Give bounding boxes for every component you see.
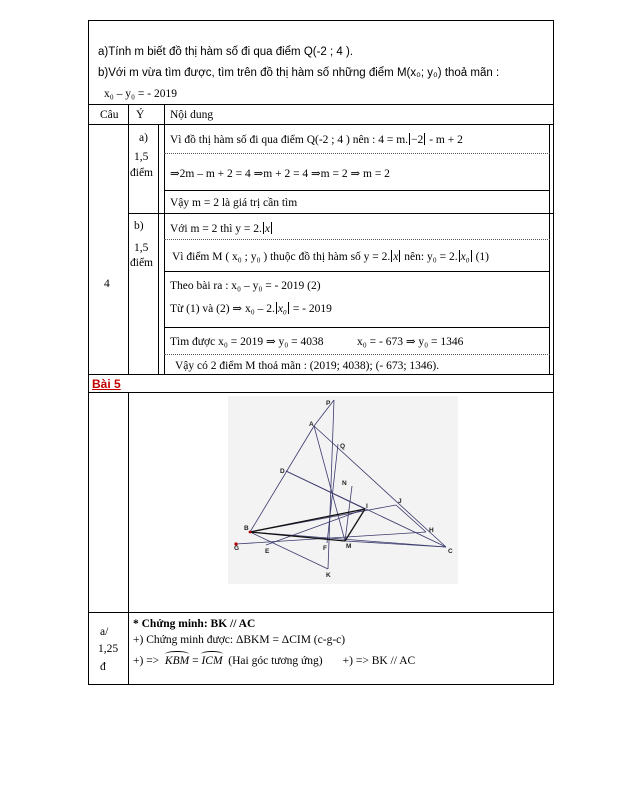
row-sep [164,354,550,355]
abs-bar [409,133,410,145]
part-b-row-2-pre: Vì điểm M ( x₀ ; y₀ ) thuộc đồ thị hàm số y = 2. [172,251,391,263]
bai5-col-sep [128,392,129,684]
header-cau: Câu [100,109,119,121]
part-a-row-1 [170,133,463,147]
part-b-row-4-post: = - 2019 [289,303,332,315]
label-j: J [398,498,402,505]
table-bottom [88,374,554,375]
part-sep [128,213,554,214]
part-b-row-5-left: Tìm được x₀ = 2019 ⇒ y₀ = 4038 [170,336,324,348]
abs-bar [271,222,272,234]
part-a5-line-1: +) Chứng minh được: ΔBKM = ΔCIM (c-g-c) [133,634,346,646]
table-header-top [88,104,554,105]
part-b-row-4 [170,302,332,316]
part-a-label: a) [139,132,148,144]
part-a5-points-unit: đ [100,661,106,673]
part-a-row-1-pre: Vì đồ thị hàm số đi qua điểm Q(-2 ; 4 ) nên : 4 = m. [170,134,409,146]
part-a5-line-2-post: +) => BK // AC [342,655,416,667]
angle-equals: = [189,655,202,667]
part-a5-line-2-pre: +) => [133,655,160,667]
table-border-right [553,20,554,392]
part-b-row-2-abs1: x [393,251,399,263]
last-row-bottom [88,684,554,685]
label-p: P [326,400,331,407]
question-number: 4 [104,278,110,290]
point-b-dot [249,531,252,534]
label-c: C [448,548,453,555]
inner-box-right [549,124,550,374]
inner-box-left [158,124,159,374]
part-b-points: 1,5 [134,242,149,254]
part-b-row-2-post: (1) [472,251,489,263]
label-b: B [244,525,249,532]
part-b-row-2-mid: nên: y₀ = 2. [401,251,458,263]
part-a-points-unit: điểm [130,167,153,179]
label-f: F [323,545,327,552]
row-sep [164,190,550,191]
part-b-row-4-pre: Từ (1) và (2) ⇒ x₀ – 2. [170,303,275,315]
bai5-border-right [553,374,554,684]
header-noi-dung: Nội dung [170,109,214,121]
label-g: G [234,545,240,552]
bai5-row-bottom [88,392,554,393]
intro-condition: x₀ – y₀ = - 2019 [104,88,177,100]
part-a-row-1-post: - m + 2 [426,134,463,146]
bai5-border-left [88,374,89,684]
abs-bar [459,250,460,262]
part-b-row-1-abs: x [264,223,270,235]
abs-bar [276,302,277,314]
part-b-label: b) [134,220,144,232]
table-border-left [88,20,89,392]
part-a5-points: 1,25 [98,643,119,655]
part-a-row-3: Vậy m = 2 là giá trị cần tìm [170,197,298,209]
intro-line-a: a)Tính m biết đồ thị hàm số đi qua điểm Q(-2 ; 4 ). [98,46,354,58]
row-sep [164,327,550,328]
part-b-row-2 [172,250,489,264]
part-a-row-1-abs: −2 [411,134,424,146]
part-b-row-1 [170,222,273,236]
part-a5-line-2-note: (Hai góc tương ứng) [228,655,323,667]
part-b-row-3: Theo bài ra : x₀ – y₀ = - 2019 (2) [170,280,321,292]
label-m: M [346,543,352,550]
part-a5-heading: * Chứng minh: BK // AC [133,618,256,630]
col-sep-1 [128,104,129,374]
figure-row-bottom [88,612,554,613]
part-b-row-5-right: x₀ = - 673 ⇒ y₀ = 1346 [357,336,464,348]
figure-background [228,396,458,584]
label-e: E [265,548,270,555]
part-a5-line-2 [133,654,415,668]
part-a-row-2: ⇒2m – m + 2 = 4 ⇒m + 2 = 4 ⇒m = 2 ⇒ m = 2 [170,168,390,180]
intro-line-b: b)Với m vừa tìm được, tìm trên đồ thị hàm số những điểm M(x₀; y₀) thoả mãn : [98,67,500,79]
label-d: D [280,468,285,475]
row-sep [164,153,550,154]
table-border-top [88,20,554,21]
label-n: N [342,480,347,487]
label-h: H [429,527,434,534]
label-i: I [366,503,368,510]
geometry-figure [228,396,458,584]
label-k: K [326,572,331,579]
header-y: Ý [136,109,145,121]
angle-kbm: KBM [164,655,190,667]
part-b-row-4-abs: x₀ [277,303,287,315]
part-b-row-6: Vậy có 2 điểm M thoả mãn : (2019; 4038); (- 673; 1346). [175,360,440,372]
abs-bar [263,222,264,234]
label-q: Q [340,443,346,450]
angle-icm: ICM [201,655,223,667]
row-sep [164,239,550,240]
label-a: A [309,421,314,428]
part-b-points-unit: điểm [130,257,153,269]
bai5-title: Bài 5 [92,377,121,391]
row-sep [164,271,550,272]
part-b-row-2-abs2: x₀ [460,251,470,263]
part-a-points: 1,5 [134,151,149,163]
abs-bar [471,250,472,262]
part-a5-label: a/ [100,626,109,638]
abs-bar [288,302,289,314]
part-b-row-1-pre: Với m = 2 thì y = 2. [170,223,262,235]
